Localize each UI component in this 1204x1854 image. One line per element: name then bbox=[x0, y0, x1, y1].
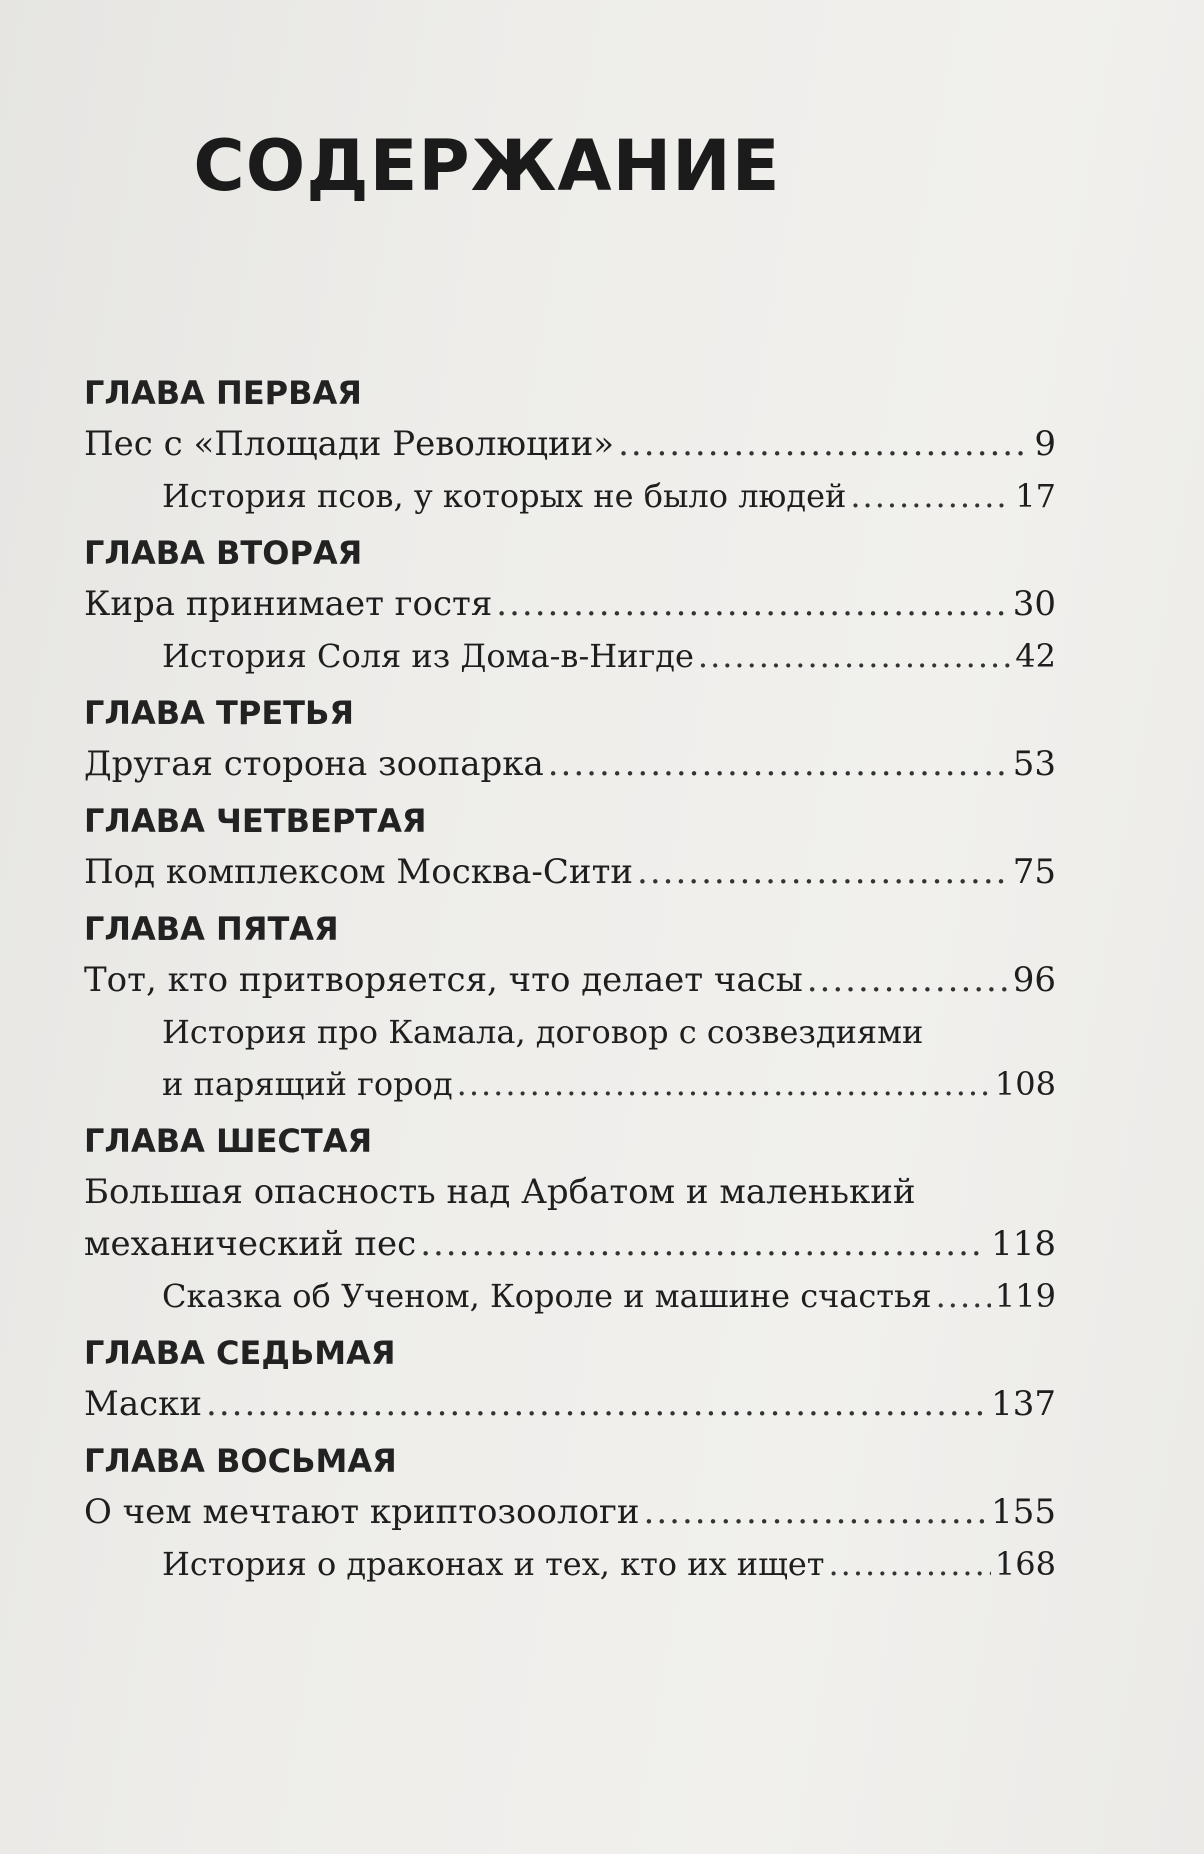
dot-leader bbox=[457, 1058, 991, 1110]
page-number: 119 bbox=[994, 1277, 1056, 1315]
page-number: 30 bbox=[1012, 584, 1056, 624]
chapter-heading: ГЛАВА ПЯТАЯ bbox=[84, 910, 339, 948]
page-number: 9 bbox=[1034, 424, 1056, 464]
dot-leader bbox=[698, 630, 1011, 682]
dot-leader bbox=[420, 1218, 987, 1270]
entry-title: Маски bbox=[84, 1384, 203, 1424]
page-number: 108 bbox=[994, 1065, 1056, 1103]
page-number: 96 bbox=[1012, 960, 1056, 1000]
toc-entry bbox=[84, 1218, 1056, 1270]
toc-entry bbox=[84, 954, 1056, 1006]
toc-chapter bbox=[84, 528, 1056, 688]
toc-entry bbox=[84, 1378, 1056, 1430]
dot-leader bbox=[637, 846, 1009, 898]
entry-title: и парящий город bbox=[162, 1065, 453, 1103]
page-number: 17 bbox=[1015, 477, 1056, 515]
entry-title: Другая сторона зоопарка bbox=[84, 744, 544, 784]
toc-chapter bbox=[84, 1116, 1056, 1328]
entry-title: История псов, у которых не было людей bbox=[162, 477, 847, 515]
toc-chapter bbox=[84, 1328, 1056, 1436]
entry-title: Сказка об Ученом, Короле и машине счастья bbox=[162, 1277, 932, 1315]
entry-title: механический пес bbox=[84, 1224, 417, 1264]
toc-entry-multiline bbox=[84, 1006, 1056, 1110]
toc-subentry bbox=[84, 470, 1056, 522]
chapter-heading: ГЛАВА ВТОРАЯ bbox=[84, 534, 363, 572]
entry-title-line: Большая опасность над Арбатом и маленький bbox=[84, 1172, 916, 1212]
toc-entry bbox=[84, 418, 1056, 470]
dot-leader bbox=[936, 1270, 991, 1322]
toc-entry bbox=[84, 1486, 1056, 1538]
page-number: 42 bbox=[1015, 637, 1056, 675]
table-of-contents bbox=[84, 368, 1056, 1596]
chapter-heading: ГЛАВА ВОСЬМАЯ bbox=[84, 1442, 397, 1480]
toc-entry-multiline bbox=[84, 1166, 1056, 1270]
entry-title: История о драконах и тех, кто их ищет bbox=[162, 1545, 825, 1583]
entry-title: О чем мечтают криптозоологи bbox=[84, 1492, 640, 1532]
page-number: 75 bbox=[1012, 852, 1056, 892]
entry-title-line: История про Камала, договор с созвездиями bbox=[162, 1013, 924, 1051]
page-number: 53 bbox=[1012, 744, 1056, 784]
toc-subentry bbox=[84, 630, 1056, 682]
entry-title: Кира принимает гостя bbox=[84, 584, 493, 624]
toc-entry bbox=[84, 846, 1056, 898]
toc-entry bbox=[84, 738, 1056, 790]
page-title: СОДЕРЖАНИЕ bbox=[193, 125, 781, 207]
entry-title: Под комплексом Москва-Сити bbox=[84, 852, 634, 892]
chapter-heading: ГЛАВА СЕДЬМАЯ bbox=[84, 1334, 396, 1372]
page-number: 137 bbox=[991, 1384, 1056, 1424]
entry-title: Тот, кто притворяется, что делает часы bbox=[84, 960, 803, 1000]
toc-chapter bbox=[84, 904, 1056, 1116]
dot-leader bbox=[548, 738, 1009, 790]
toc-subentry bbox=[84, 1538, 1056, 1590]
dot-leader bbox=[807, 954, 1009, 1006]
toc-chapter bbox=[84, 1436, 1056, 1596]
dot-leader bbox=[829, 1538, 991, 1590]
entry-title: История Соля из Дома-в-Нигде bbox=[162, 637, 694, 675]
toc-subentry bbox=[84, 1270, 1056, 1322]
chapter-heading: ГЛАВА ПЕРВАЯ bbox=[84, 374, 362, 412]
chapter-spacer bbox=[84, 1590, 1056, 1596]
toc-chapter bbox=[84, 688, 1056, 796]
chapter-heading: ГЛАВА ТРЕТЬЯ bbox=[84, 694, 355, 732]
entry-title: Пес с «Площади Революции» bbox=[84, 424, 615, 464]
toc-subentry bbox=[162, 1058, 1056, 1110]
dot-leader bbox=[850, 470, 1011, 522]
dot-leader bbox=[618, 418, 1030, 470]
toc-chapter bbox=[84, 796, 1056, 904]
toc-entry bbox=[84, 578, 1056, 630]
dot-leader bbox=[496, 578, 1008, 630]
page-number: 118 bbox=[991, 1224, 1056, 1264]
page-number: 155 bbox=[991, 1492, 1056, 1532]
page-number: 168 bbox=[994, 1545, 1056, 1583]
dot-leader bbox=[644, 1486, 988, 1538]
dot-leader bbox=[206, 1378, 987, 1430]
chapter-heading: ГЛАВА ЧЕТВЕРТАЯ bbox=[84, 802, 427, 840]
toc-chapter bbox=[84, 368, 1056, 528]
chapter-heading: ГЛАВА ШЕСТАЯ bbox=[84, 1122, 373, 1160]
